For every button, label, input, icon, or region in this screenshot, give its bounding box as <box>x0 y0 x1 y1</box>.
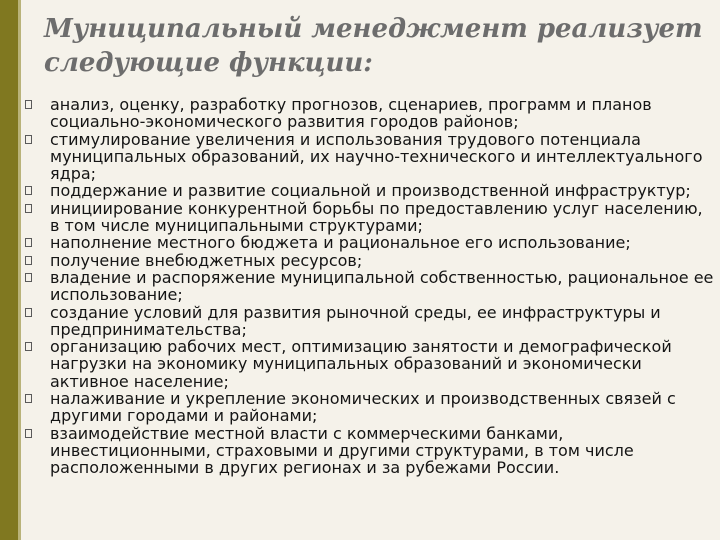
list-item <box>0 252 720 269</box>
square-bullet-icon <box>25 186 32 195</box>
list-item-text: получение внебюджетных ресурсов; <box>50 250 363 270</box>
square-bullet-icon <box>25 204 32 213</box>
list-item <box>0 234 720 251</box>
square-bullet-icon <box>25 342 32 351</box>
list-item <box>0 182 720 199</box>
list-item <box>0 304 720 339</box>
list-item-text: стимулирование увеличения и использования трудового потенциала муниципальных образований, их научно-технического и интеллектуального ядра; <box>50 129 703 184</box>
list-item <box>0 390 720 425</box>
list-item-text: владение и распоряжение муниципальной собственностью, рациональное ее использование; <box>50 267 714 305</box>
square-bullet-icon <box>25 135 32 144</box>
square-bullet-icon <box>25 238 32 247</box>
list-item-text: налаживание и укрепление экономических и производственных связей с другими городами и районами; <box>50 389 676 426</box>
list-item <box>0 338 720 390</box>
list-item-text: инициирование конкурентной борьбы по предоставлению услуг населению, в том числе муниципальными структурами; <box>50 198 703 236</box>
square-bullet-icon <box>25 100 32 109</box>
square-bullet-icon <box>25 394 32 403</box>
list-item <box>0 96 720 131</box>
list-item <box>0 131 720 183</box>
list-item-text: поддержание и развитие социальной и производственной инфраструктур; <box>50 181 691 201</box>
list-item <box>0 425 720 477</box>
list-item-text: взаимодействие местной власти с коммерческими банками, инвестиционными, страховыми и другими структурами, в том числе расположенными в других регионах и за рубежами России. <box>50 423 634 478</box>
list-item-text: организацию рабочих мест, оптимизацию занятости и демографической нагрузки на экономику муниципальных образований и экономически активное население; <box>50 337 672 391</box>
square-bullet-icon <box>25 308 32 317</box>
square-bullet-icon <box>25 256 32 265</box>
square-bullet-icon <box>25 273 32 282</box>
square-bullet-icon <box>25 429 32 438</box>
functions-list <box>0 96 720 477</box>
list-item-text: анализ, оценку, разработку прогнозов, сценариев, программ и планов социально-экономического развития городов районов; <box>50 95 652 132</box>
list-item <box>0 200 720 235</box>
slide-title: Муниципальный менеджмент реализует следующие функции: <box>44 14 703 78</box>
list-item-text: создание условий для развития рыночной среды, ее инфраструктуры и предпринимательства; <box>50 302 661 339</box>
list-item-text: наполнение местного бюджета и рациональное его использование; <box>50 233 631 253</box>
list-item <box>0 269 720 304</box>
